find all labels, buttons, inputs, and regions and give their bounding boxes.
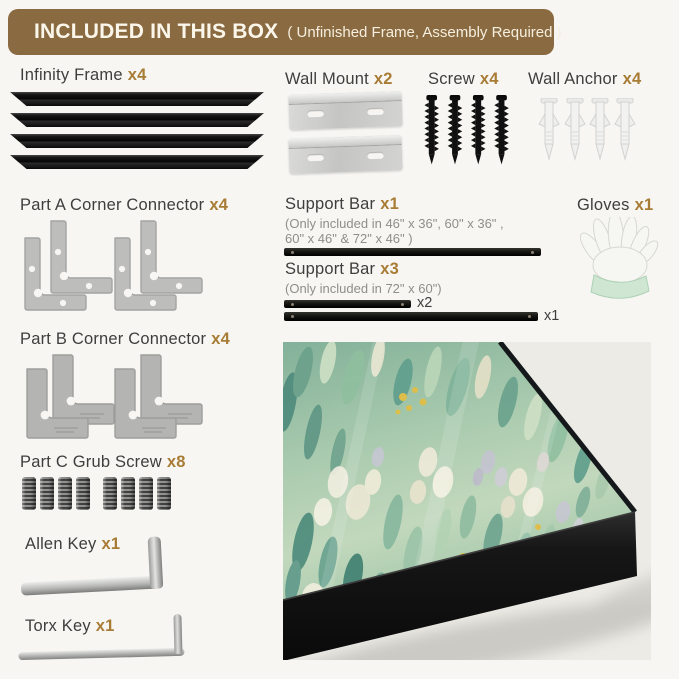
- support-bar-single-heading: [285, 195, 399, 214]
- item-label: Part A Corner Connector: [20, 196, 205, 214]
- support-bar-triple-heading: [285, 260, 399, 279]
- item-label: Gloves: [577, 196, 630, 214]
- item-label: Allen Key: [25, 535, 97, 553]
- torx-key-short-arm: [173, 614, 182, 654]
- support-bar-graphic: [284, 300, 411, 308]
- grub-screw-graphic: [139, 477, 153, 510]
- part-a-heading: [20, 196, 228, 215]
- item-label: Support Bar: [285, 195, 376, 213]
- plate-hole: [307, 154, 324, 162]
- framed-canvas-photo: [283, 342, 651, 660]
- item-qty: x4: [479, 70, 499, 88]
- support-bar-single-note-line1: (Only included in 46" x 36", 60" x 36" ,: [285, 216, 504, 231]
- frame-bar-graphic: [10, 113, 264, 127]
- frame-bar-graphic: [10, 134, 264, 148]
- part-c-heading: [20, 453, 186, 472]
- support-bar-single-note-line2: 60" x 46" & 72" x 46" ): [285, 231, 413, 246]
- plate-hole: [367, 108, 384, 116]
- item-qty: x3: [380, 260, 400, 278]
- grub-screw-graphic: [76, 477, 90, 510]
- item-qty: x1: [101, 535, 121, 553]
- wall-anchor-heading: [528, 70, 641, 89]
- header-banner: [8, 9, 562, 55]
- wall-mount-heading: [285, 70, 393, 89]
- part-a-brackets-graphic: [22, 218, 208, 312]
- support-bar-triple-note: (Only included in 72" x 60"): [285, 281, 442, 296]
- header-title: INCLUDED IN THIS BOX: [34, 20, 279, 43]
- part-b-heading: [20, 330, 230, 349]
- grub-screw-graphic: [22, 477, 36, 510]
- long-bar-count: x1: [544, 308, 560, 324]
- part-b-brackets-graphic: [24, 352, 204, 440]
- item-label: Infinity Frame: [20, 66, 123, 84]
- screws-graphic: [422, 95, 514, 165]
- item-qty: x2: [373, 70, 393, 88]
- item-label: Torx Key: [25, 617, 91, 635]
- item-label: Wall Anchor: [528, 70, 618, 88]
- support-bar-graphic: [284, 312, 538, 321]
- short-bar-count: x2: [417, 295, 433, 311]
- grub-screw-graphic: [40, 477, 54, 510]
- frame-bar-graphic: [10, 92, 264, 106]
- torx-key-graphic: [17, 614, 184, 660]
- item-qty: x8: [166, 453, 186, 471]
- torx-key-long-arm: [18, 648, 184, 660]
- plate-hole: [307, 110, 324, 118]
- item-qty: x4: [211, 330, 230, 348]
- item-label: Support Bar: [285, 260, 376, 278]
- wall-mount-plate-graphic: [288, 91, 402, 130]
- gloves-heading: [577, 196, 653, 215]
- item-qty: x1: [95, 617, 115, 635]
- item-qty: x4: [209, 196, 229, 214]
- support-bar-graphic: [284, 248, 541, 256]
- allen-key-short-arm: [148, 536, 164, 589]
- frame-bar-graphic: [10, 155, 264, 169]
- grub-screw-graphic: [157, 477, 171, 510]
- wall-mount-plate-graphic: [288, 135, 402, 174]
- item-qty: x4: [127, 66, 147, 84]
- item-qty: x1: [380, 195, 400, 213]
- header-subtitle: ( Unfinished Frame, Assembly Required ): [287, 23, 562, 41]
- item-label: Wall Mount: [285, 70, 369, 88]
- item-qty: x4: [622, 70, 642, 88]
- allen-key-graphic: [19, 536, 164, 595]
- plate-hole: [367, 152, 384, 160]
- screw-heading: [428, 70, 499, 89]
- item-label: Part B Corner Connector: [20, 330, 207, 348]
- wall-anchors-graphic: [538, 98, 638, 162]
- item-label: Screw: [428, 70, 475, 88]
- allen-key-long-arm: [21, 575, 163, 595]
- grub-screw-graphic: [103, 477, 117, 510]
- infinity-frame-heading: [20, 66, 147, 85]
- grub-screw-graphic: [58, 477, 72, 510]
- grub-screw-graphic: [121, 477, 135, 510]
- gloves-graphic: [580, 217, 660, 305]
- item-qty: x1: [634, 196, 654, 214]
- item-label: Part C Grub Screw: [20, 453, 162, 471]
